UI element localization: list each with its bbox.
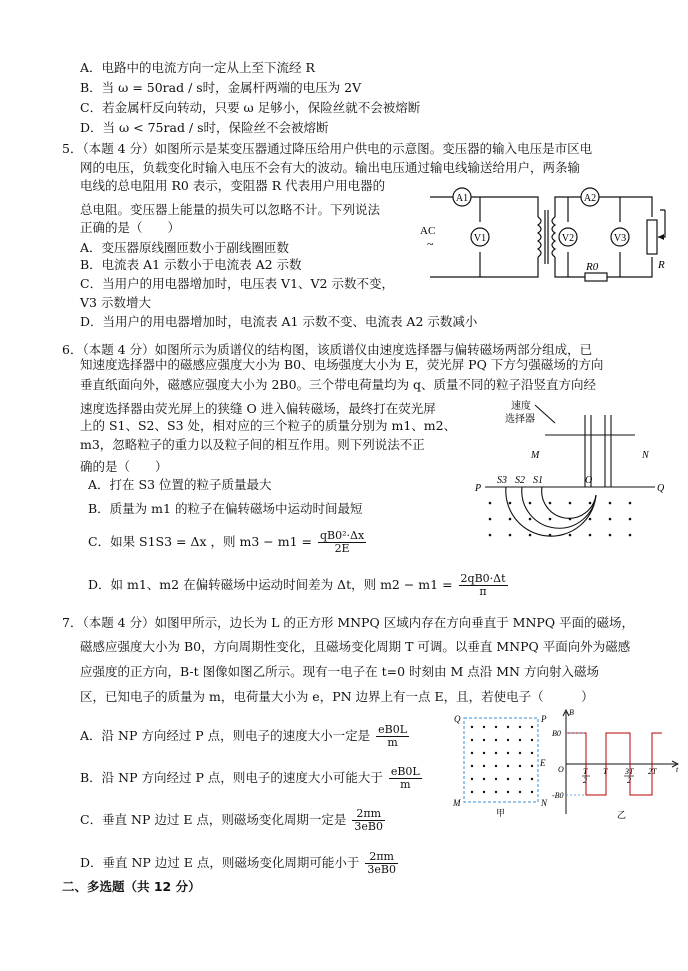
field-dot [531, 726, 533, 728]
field-dot [495, 791, 497, 793]
field-dot [471, 726, 473, 728]
label-a2: A2 [583, 193, 597, 204]
field-dot [519, 778, 521, 780]
label-m: M [531, 450, 540, 461]
field-dot [507, 752, 509, 754]
field-dot [519, 739, 521, 741]
q5-stem-line3: 电线的总电阻用 R0 表示，变阻器 R 代表用户用电器的 [80, 178, 386, 193]
axis-label-b: B [569, 708, 574, 717]
field-dot [531, 752, 533, 754]
field-dot [507, 765, 509, 767]
q6-option-c-text: C．如果 S1S3 = Δx ，则 m3 − m1 = [88, 534, 312, 549]
label-v3: V3 [613, 233, 627, 244]
field-dot [471, 739, 473, 741]
label-ac: AC [420, 225, 436, 237]
q5-option-c-cont: V3 示数增大 [80, 295, 151, 310]
caption-jia: 甲 [496, 808, 506, 818]
label-v1: V1 [473, 233, 487, 244]
q7-option-b-text: B．沿 NP 方向经过 P 点，则电子的速度大小可能大于 [80, 770, 383, 785]
b-t-graph-figure [552, 706, 682, 821]
label-selector-1: 速度 [511, 401, 531, 412]
q7-option-c-text: C．垂直 NP 边过 E 点，则磁场变化周期一定是 [80, 812, 347, 827]
field-dot [507, 791, 509, 793]
q6-stem-line3: 垂直纸面向外，磁感应强度大小为 2B0。三个带电荷量均为 q、质量不同的粒子沿竖直方向经 [80, 377, 597, 392]
q7-option-b [80, 766, 424, 791]
q7-option-d [80, 851, 400, 876]
q7-d-denominator: 3eB0 [367, 863, 396, 876]
transformer-circuit-figure [420, 182, 670, 294]
tick-3t-half-den: 2 [627, 776, 631, 785]
q7-d-numerator: 2πm [365, 851, 398, 864]
q5-option-c: C．当用户的用电器增加时，电压表 V1、V2 示数不变， [80, 276, 394, 291]
field-dot [531, 778, 533, 780]
label-o: O [585, 475, 593, 486]
q7-option-d-fraction [365, 851, 398, 876]
field-dot [531, 739, 533, 741]
label-s3: S3 [497, 475, 507, 486]
square-field-figure [452, 710, 552, 820]
field-dot [519, 726, 521, 728]
q6-option-a: A．打在 S3 位置的粒子质量最大 [88, 477, 272, 492]
q5-stem-line4: 总电阻。变压器上能量的损失可以忽略不计。下列说法 [80, 202, 381, 217]
q7-stem-line2: 磁感应强度大小为 B0，方向周期性变化，且磁场变化周期 T 可调。以垂直 MNPQ 平面向外为磁感 [80, 639, 631, 654]
q7-option-a-text: A．沿 NP 方向经过 P 点，则电子的速度大小一定是 [80, 728, 371, 743]
q7-b-numerator: eB0L [390, 765, 420, 778]
label-r0: R0 [586, 261, 599, 273]
q5-stem-line2: 网的电压，负载变化时输入电压不会有大的波动。输出电压通过输电线输送给用户，两条输 [80, 160, 581, 175]
tick-t-half-num: T [583, 767, 588, 776]
label-p: P [475, 483, 482, 494]
label-selector-2: 选择器 [505, 414, 535, 425]
label-q-corner: Q [454, 714, 461, 724]
q6-d-denominator: π [479, 585, 487, 598]
q7-option-a-fraction [376, 724, 409, 749]
q7-option-d-text: D．垂直 NP 边过 E 点，则磁场变化周期可能小于 [80, 855, 360, 870]
field-dot [507, 739, 509, 741]
q6-c-numerator: qB0²·Δx [319, 529, 365, 542]
section-heading-multiple-choice: 二、多选题（共 12 分） [62, 879, 201, 894]
field-dot [495, 778, 497, 780]
q4-option-b: B．当 ω = 50rad / s时，金属杆两端的电压为 2V [80, 80, 362, 95]
q6-option-c [88, 530, 368, 555]
field-dot [483, 726, 485, 728]
q6-stem-line2: 知速度选择器中的磁感应强度大小为 B0、电场强度大小为 E，荧光屏 PQ 下方匀强磁场的方向 [80, 357, 604, 372]
mass-spectrometer-figure [475, 395, 665, 545]
label-v2: V2 [561, 233, 575, 244]
field-dot [507, 726, 509, 728]
q5-stem-line5: 正确的是（ ） [80, 220, 181, 235]
field-dot [471, 765, 473, 767]
q6-c-denominator: 2E [334, 542, 350, 555]
field-dot [495, 765, 497, 767]
field-dot [531, 765, 533, 767]
q6-stem-line5: 上的 S1、S2、S3 处，相对应的三个粒子的质量分别为 m1、m2、 [80, 418, 457, 433]
q5-option-b: B．电流表 A1 示数小于电流表 A2 示数 [80, 257, 302, 272]
q7-c-numerator: 2πm [352, 808, 385, 821]
q7-option-b-fraction [389, 766, 422, 791]
field-dot [471, 778, 473, 780]
q4-option-d: D．当 ω < 75rad / s时，保险丝不会被熔断 [80, 120, 329, 135]
label-s2: S2 [515, 475, 525, 486]
label-m-corner: M [453, 798, 461, 808]
field-dot [519, 791, 521, 793]
field-dot [507, 778, 509, 780]
q6-option-b: B．质量为 m1 的粒子在偏转磁场中运动时间最短 [88, 501, 363, 516]
field-dot [471, 752, 473, 754]
axis-label-neg-b0: -B0 [552, 791, 564, 800]
label-n: N [642, 450, 649, 461]
field-dot [519, 765, 521, 767]
q6-d-numerator: 2qB0·Δt [460, 572, 506, 585]
q6-stem-line1: 6．（本题 4 分）如图所示为质谱仪的结构图，该质谱仪由速度选择器与偏转磁场两部分组成，已 [62, 342, 593, 357]
q7-a-numerator: eB0L [378, 723, 408, 736]
q4-option-a: A．电路中的电流方向一定从上至下流经 R [80, 60, 315, 75]
caption-yi: 乙 [617, 810, 627, 820]
q7-stem-line3: 应强度的正方向，B-t 图像如图乙所示。现有一电子在 t=0 时刻由 M 点沿 MN 方向射入磁场 [80, 664, 599, 679]
label-p-corner: P [541, 714, 547, 724]
q6-option-d-text: D．如 m1、m2 在偏转磁场中运动时间差为 Δt，则 m2 − m1 = [88, 577, 453, 592]
label-ac-tilde: ~ [427, 237, 434, 251]
label-s1: S1 [533, 475, 543, 486]
tick-2t: 2T [648, 767, 657, 776]
q7-c-denominator: 3eB0 [354, 820, 384, 833]
field-dot [483, 778, 485, 780]
label-e-point: E [540, 758, 546, 768]
field-dot [495, 739, 497, 741]
q7-stem-line1: 7．（本题 4 分）如图甲所示，边长为 L 的正方形 MNPQ 区域内存在方向垂直于 MNPQ 平面的磁场， [62, 615, 635, 630]
label-n-corner: N [541, 798, 548, 808]
field-dot [483, 752, 485, 754]
q5-option-a: A．变压器原线圈匝数小于副线圈匝数 [80, 240, 290, 255]
q6-stem-line7: 确的是（ ） [80, 459, 168, 474]
field-dot [495, 752, 497, 754]
label-q: Q [657, 483, 665, 494]
field-dot [483, 739, 485, 741]
axis-label-origin: O [558, 765, 564, 774]
axis-label-b0: B0 [552, 729, 561, 738]
axis-label-t: t [676, 765, 679, 774]
q6-option-c-fraction [318, 530, 366, 555]
field-dot [483, 791, 485, 793]
q7-stem-line4: 区，已知电子的质量为 m，电荷量大小为 e，PN 边界上有一点 E，且，若使电子（ ） [80, 689, 594, 704]
field-dot [483, 765, 485, 767]
q5-stem-line1: 5．（本题 4 分）如图所示是某变压器通过降压给用户供电的示意图。变压器的输入电压是市区电 [62, 141, 593, 156]
tick-t-half-den: 2 [583, 776, 587, 785]
q7-a-denominator: m [387, 736, 398, 749]
q7-option-c [80, 808, 387, 833]
label-a1: A1 [455, 193, 469, 204]
field-dot [471, 791, 473, 793]
q6-option-d-fraction [459, 573, 508, 598]
q6-stem-line6: m3，忽略粒子的重力以及粒子间的相互作用。则下列说法不正 [80, 437, 425, 452]
q6-stem-line4: 速度选择器由荧光屏上的狭缝 O 进入偏转磁场，最终打在荧光屏 [80, 401, 436, 416]
q7-option-c-fraction [352, 808, 385, 833]
field-dot [519, 752, 521, 754]
q5-option-d: D．当用户的用电器增加时，电流表 A1 示数不变、电流表 A2 示数减小 [80, 314, 478, 329]
tick-t: T [603, 767, 608, 776]
q4-option-c: C．若金属杆反向转动，只要 ω 足够小，保险丝就不会被熔断 [80, 100, 421, 115]
field-dot [531, 791, 533, 793]
q7-b-denominator: m [400, 778, 411, 791]
label-r: R [658, 259, 665, 271]
q7-option-a [80, 724, 411, 749]
field-dot [495, 726, 497, 728]
q6-option-d [88, 573, 510, 598]
tick-3t-half-num: 3T [625, 767, 634, 776]
